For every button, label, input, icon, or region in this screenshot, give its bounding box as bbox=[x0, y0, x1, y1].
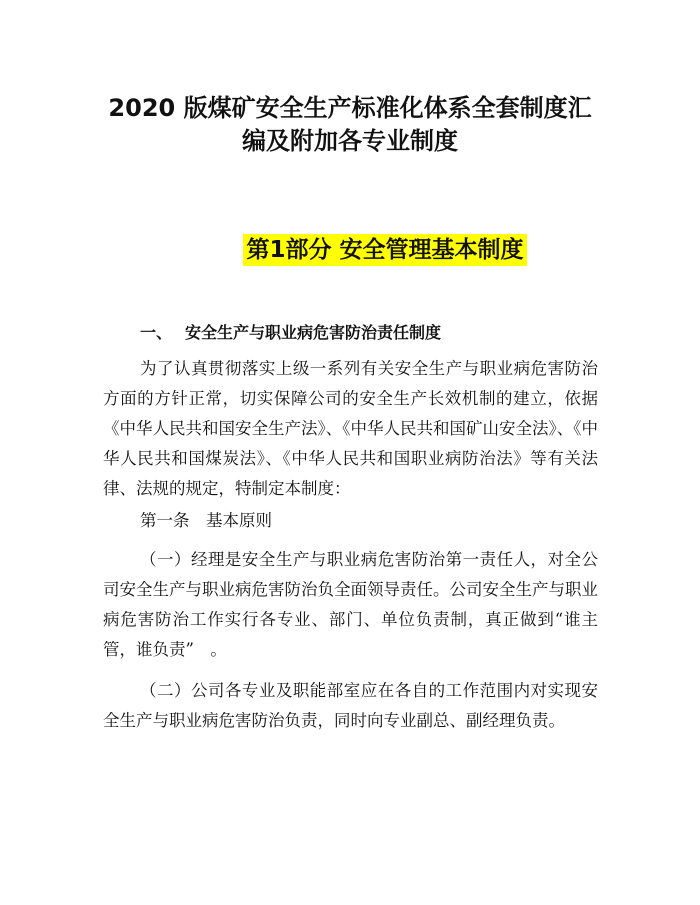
title-line-1: 2020 版煤矿安全生产标准化体系全套制度汇 bbox=[108, 94, 592, 122]
article-heading: 第一条 基本原则 bbox=[140, 511, 272, 530]
intro-paragraph: 为了认真贯彻落实上级一系列有关安全生产与职业病危害防治方面的方针正常，切实保障公司的安全生产长效机制的建立，依据《中华人民共和国安全生产法》、《中华人民共和国矿山安全法》、《中华人民共和国煤炭法》、《中华人民共和国职业病防治法》等有关法律、法规的规定，特制定本制度： bbox=[103, 359, 598, 498]
clause-paragraph-1: （一）经理是安全生产与职业病危害防治第一责任人，对全公司安全生产与职业病危害防治负全面领导责任。公司安全生产与职业病危害防治工作实行各专业、部门、单位负责制，真正做到“谁主管，谁负责” 。 bbox=[103, 550, 598, 659]
chapter-number: 一、 bbox=[140, 323, 173, 342]
document-title bbox=[60, 92, 640, 158]
chapter-title: 安全生产与职业病危害防治责任制度 bbox=[185, 323, 442, 342]
clause-paragraph-2: （二）公司各专业及职能部室应在各自的工作范围内对实现安全生产与职业病危害防治负责，同时向专业副总、副经理负责。 bbox=[103, 681, 598, 730]
section-heading-container bbox=[0, 234, 700, 266]
chapter-heading bbox=[140, 321, 441, 345]
section-heading: 第1部分 安全管理基本制度 bbox=[243, 234, 526, 266]
title-line-2: 编及附加各专业制度 bbox=[242, 127, 458, 155]
